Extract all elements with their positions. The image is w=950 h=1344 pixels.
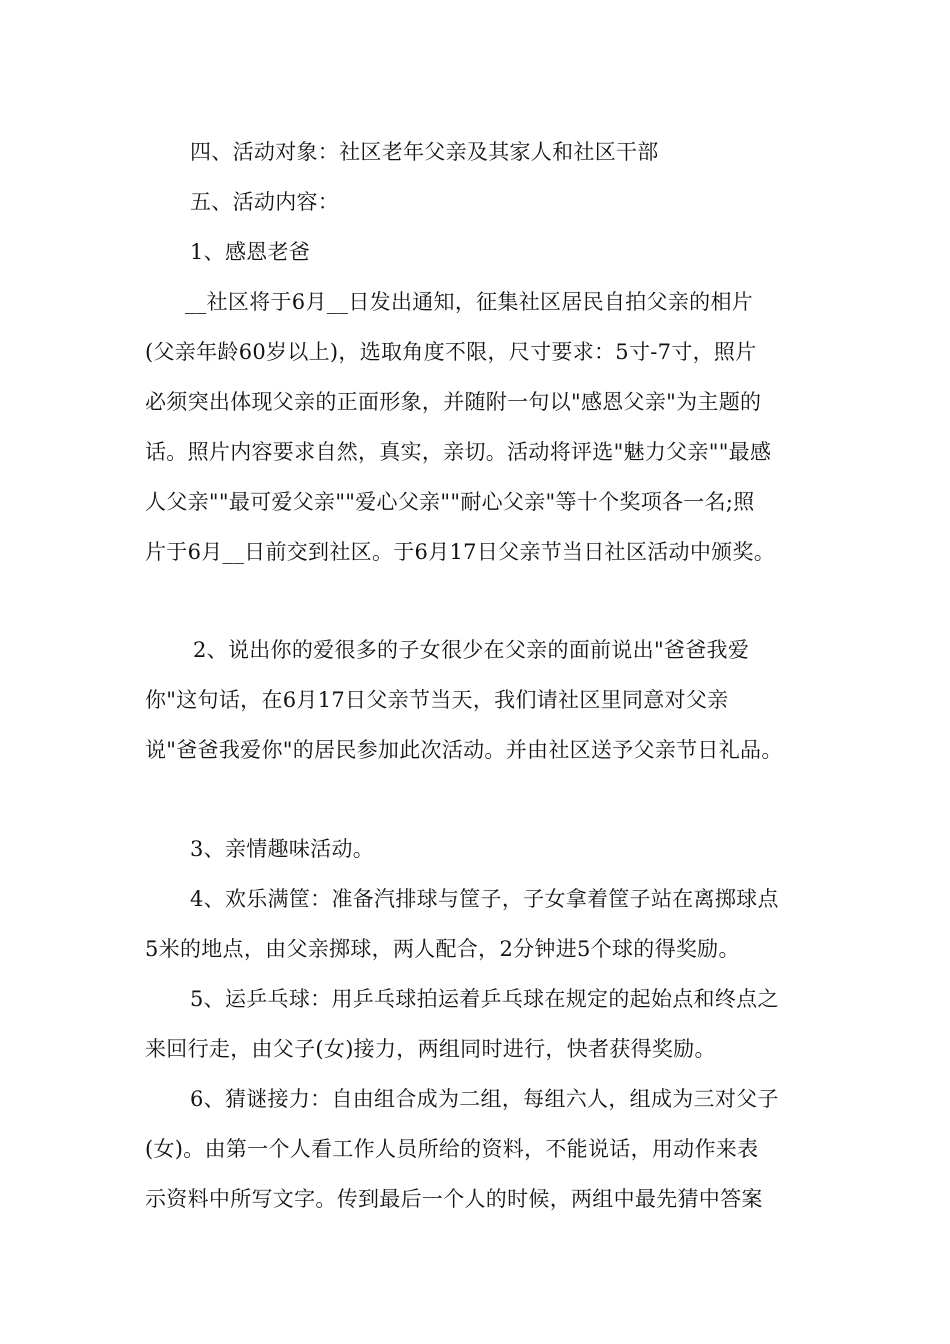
section-heading-activity-target: 四、活动对象：社区老年父亲及其家人和社区干部 bbox=[190, 140, 659, 164]
paragraph-2-line-1: 2、说出你的爱很多的子女很少在父亲的面前说出"爸爸我爱 bbox=[193, 638, 750, 662]
item-heading-1: 1、感恩老爸 bbox=[190, 240, 311, 264]
paragraph-1-line-5: 人父亲""最可爱父亲""爱心父亲""耐心父亲"等十个奖项各一名;照 bbox=[145, 490, 755, 514]
paragraph-6-line-2: (女)。由第一个人看工作人员所给的资料，不能说话，用动作来表 bbox=[145, 1137, 759, 1161]
paragraph-2-line-2: 你"这句话，在6月17日父亲节当天，我们请社区里同意对父亲 bbox=[145, 688, 729, 712]
paragraph-1-line-1: __社区将于6月__日发出通知，征集社区居民自拍父亲的相片 bbox=[185, 290, 754, 314]
paragraph-4-line-1: 4、欢乐满筐：准备汽排球与筐子，子女拿着筐子站在离掷球点 bbox=[190, 887, 779, 911]
paragraph-1-line-3: 必须突出体现父亲的正面形象，并随附一句以"感恩父亲"为主题的 bbox=[145, 390, 762, 414]
paragraph-2-line-3: 说"爸爸我爱你"的居民参加此次活动。并由社区送予父亲节日礼品。 bbox=[145, 738, 783, 762]
paragraph-5-line-2: 来回行走，由父子(女)接力，两组同时进行，快者获得奖励。 bbox=[145, 1037, 716, 1061]
section-heading-activity-content: 五、活动内容： bbox=[190, 190, 340, 214]
item-heading-3: 3、亲情趣味活动。 bbox=[190, 837, 375, 861]
paragraph-4-line-2: 5米的地点，由父亲掷球，两人配合，2分钟进5个球的得奖励。 bbox=[145, 937, 740, 961]
paragraph-6-line-3: 示资料中所写文字。传到最后一个人的时候，两组中最先猜中答案 bbox=[145, 1187, 763, 1211]
paragraph-1-line-2: (父亲年龄60岁以上)，选取角度不限，尺寸要求：5寸-7寸，照片 bbox=[145, 340, 757, 364]
paragraph-5-line-1: 5、运乒乓球：用乒乓球拍运着乒乓球在规定的起始点和终点之 bbox=[190, 987, 779, 1011]
paragraph-1-line-4: 话。照片内容要求自然，真实，亲切。活动将评选"魅力父亲""最感 bbox=[145, 440, 772, 464]
paragraph-6-line-1: 6、猜谜接力：自由组合成为二组，每组六人，组成为三对父子 bbox=[190, 1087, 779, 1111]
paragraph-1-line-6: 片于6月__日前交到社区。于6月17日父亲节当日社区活动中颁奖。 bbox=[145, 540, 776, 564]
